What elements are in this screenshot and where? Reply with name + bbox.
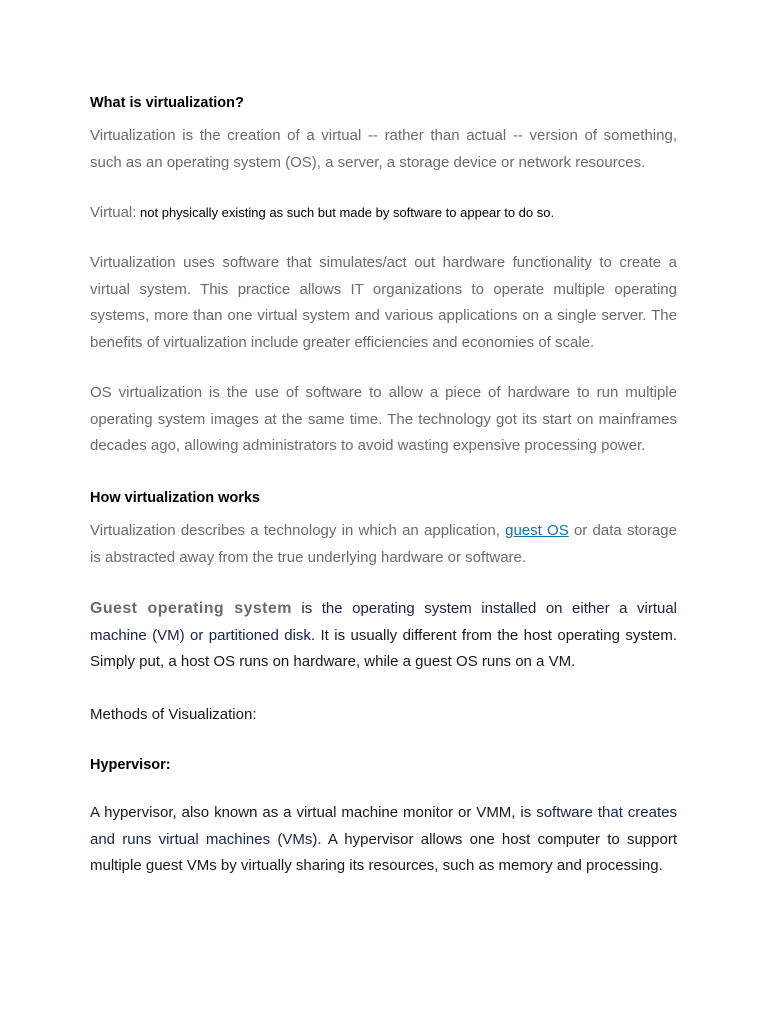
methods-of-visualization-label: Methods of Visualization: bbox=[90, 706, 257, 723]
heading-hypervisor: Hypervisor: bbox=[90, 757, 171, 773]
paragraph-virtual-definition bbox=[90, 200, 677, 226]
paragraph-abstraction bbox=[90, 518, 677, 571]
hypervisor-definition: software that creates and runs virtual machines (VMs) bbox=[90, 804, 677, 848]
guest-os-link[interactable]: guest OS bbox=[505, 522, 569, 539]
hypervisor-text-start: A hypervisor, also known as a virtual machine monitor or VMM, is bbox=[90, 804, 537, 821]
guest-os-definition: is the operating system installed on either a virtual machine (VM) or partitioned disk bbox=[90, 600, 678, 644]
guest-os-term: Guest operating system bbox=[90, 600, 292, 617]
guest-os-definition-rest: . It is usually different from the host operating system. Simply put, a host OS runs on hardware, while a guest OS runs on a VM. bbox=[90, 626, 678, 670]
paragraph-definition: Virtualization is the creation of a virtual -- rather than actual -- version of something, such as an operating system (OS), a server, a storage device or network resources. bbox=[90, 127, 677, 171]
abstraction-text-start: Virtualization describes a technology in which an application, bbox=[90, 522, 506, 539]
paragraph-hypervisor bbox=[90, 800, 677, 880]
paragraph-how-software-simulates: Virtualization uses software that simulates/act out hardware functionality to create a virtual system. This practice allows IT organizations to operate multiple operating systems, more than one virtual system and various applications on a single server. The benefits of virtualization include greater efficiencies and economies of scale. bbox=[90, 254, 677, 351]
paragraph-guest-operating-system bbox=[90, 596, 677, 676]
abstraction-text-end: or data storage is abstracted away from the true underlying hardware or software. bbox=[90, 522, 677, 566]
heading-how-virtualization-works: How virtualization works bbox=[90, 490, 260, 506]
heading-what-is-virtualization: What is virtualization? bbox=[90, 95, 244, 111]
virtual-term: Virtual: bbox=[90, 204, 137, 221]
hypervisor-text-end: . A hypervisor allows one host computer to support multiple guest VMs by virtually sharing its resources, such as memory and processing. bbox=[90, 830, 677, 874]
virtual-definition-text: not physically existing as such but made by software to appear to do so. bbox=[136, 205, 555, 220]
paragraph-os-virtualization: OS virtualization is the use of software to allow a piece of hardware to run multiple operating system images at the same time. The technology got its start on mainframes decades ago, allowing administrators to avoid wasting expensive processing power. bbox=[90, 384, 677, 454]
